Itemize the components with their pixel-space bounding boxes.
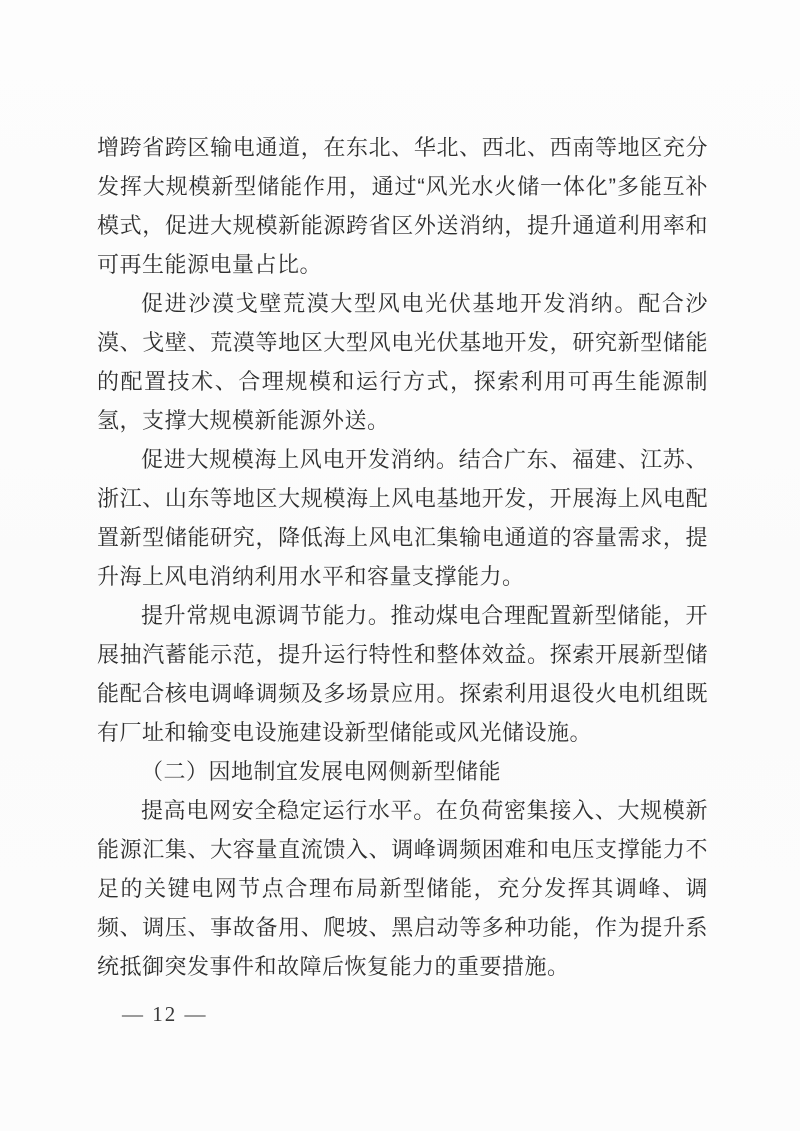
paragraph-conventional-power: 提升常规电源调节能力。推动煤电合理配置新型储能，开展抽汽蓄能示范，提升运行特性和整体效益。探索开展新型储能配合核电调峰调频及多场景应用。探索利用退役火电机组既有厂址和输变电设施建设新型储能或风光储设施。 bbox=[97, 603, 708, 745]
paragraph-grid-stability: 提高电网安全稳定运行水平。在负荷密集接入、大规模新能源汇集、大容量直流馈入、调峰调频困难和电压支撑能力不足的关键电网节点合理布局新型储能，充分发挥其调峰、调频、调压、事故备用、爬坡、黑启动等多种功能，作为提升系统抵御突发事件和故障后恢复能力的重要措施。 bbox=[97, 798, 708, 979]
paragraph-transmission-channels: 增跨省跨区输电通道，在东北、华北、西北、西南等地区充分发挥大规模新型储能作用，通过“风光水火储一体化”多能互补模式，促进大规模新能源跨省区外送消纳，提升通道利用率和可再生能源电量占比。 bbox=[97, 135, 708, 277]
section-heading-grid-side-storage: （二）因地制宜发展电网侧新型储能 bbox=[141, 759, 502, 784]
document-body bbox=[97, 128, 708, 986]
paragraph-offshore-wind: 促进大规模海上风电开发消纳。结合广东、福建、江苏、浙江、山东等地区大规模海上风电基地开发，开展海上风电配置新型储能研究，降低海上风电汇集输电通道的容量需求，提升海上风电消纳利用水平和容量支撑能力。 bbox=[97, 447, 708, 589]
page-number: — 12 — bbox=[122, 1002, 208, 1026]
paragraph-desert-bases: 促进沙漠戈壁荒漠大型风电光伏基地开发消纳。配合沙漠、戈壁、荒漠等地区大型风电光伏基地开发，研究新型储能的配置技术、合理规模和运行方式，探索利用可再生能源制氢，支撑大规模新能源外送。 bbox=[97, 291, 708, 433]
